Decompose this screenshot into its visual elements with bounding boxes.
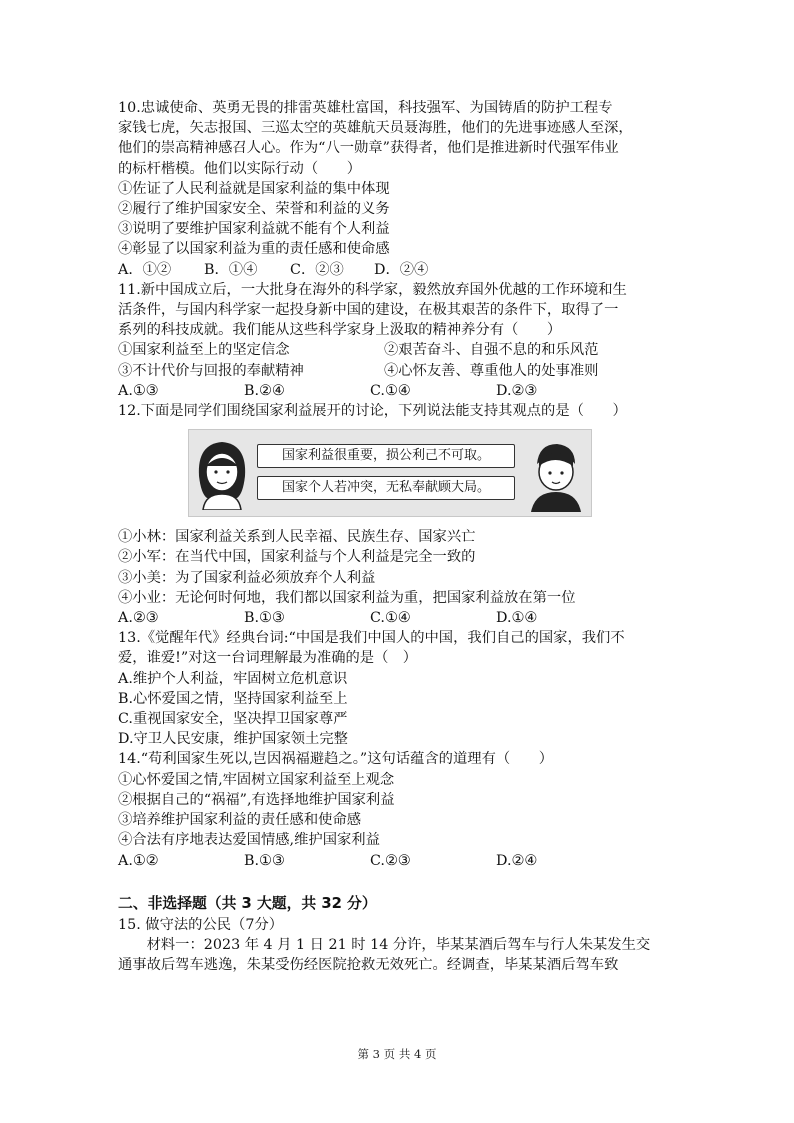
q13-option-a: A.维护个人利益，牢固树立危机意识: [118, 670, 348, 687]
q11-option-c: C.①④: [370, 382, 411, 399]
q12-option-b: B.①③: [244, 610, 285, 627]
q14-item: ②根据自己的“祸福”,有选择地维护国家利益: [118, 791, 395, 808]
q14-option-a: A.①②: [118, 852, 159, 869]
q10-item: ①佐证了人民利益就是国家利益的集中体现: [118, 180, 390, 197]
boy-figure-icon: [525, 438, 585, 512]
speech-bubble-1: 国家利益很重要，损公利己不可取。: [257, 444, 515, 468]
q12-item: ④小业：无论何时何地，我们都以国家利益为重，把国家利益放在第一位: [118, 589, 576, 606]
q10-option-a: A．①②: [118, 261, 172, 278]
q11-items-row: [118, 340, 684, 360]
exam-page: [118, 98, 684, 975]
q11-option-d: D.②③: [496, 382, 538, 399]
q11-options: [118, 381, 684, 401]
q11-option-b: B.②④: [244, 382, 285, 399]
q11-item: ②艰苦奋斗、自强不息的和乐风范: [384, 342, 599, 359]
q12-item: ①小林：国家利益关系到人民幸福、民族生存、国家兴亡: [118, 529, 476, 546]
q10-item: ③说明了要维护国家利益就不能有个人利益: [118, 221, 390, 238]
q11-stem-line: 活条件，与国内科学家一起投身新中国的建设，在极其艰苦的条件下，取得了一: [118, 302, 619, 319]
q12-item: ③小美：为了国家利益必须放弃个人利益: [118, 569, 376, 586]
q10-item: ②履行了维护国家安全、荣誉和利益的义务: [118, 201, 390, 218]
section-heading: 二、非选择题（共 3 大题，共 32 分）: [118, 894, 377, 912]
q14-option-b: B.①③: [244, 852, 285, 869]
q12-item: ②小军：在当代中国，国家利益与个人利益是完全一致的: [118, 549, 476, 566]
girl-figure-icon: [193, 436, 251, 510]
q15-material-line: 材料一：2023 年 4 月 1 日 21 时 14 分许，毕某某酒后驾车与行人朱某发生交: [146, 936, 651, 953]
q11-item: ④心怀友善、尊重他人的处事准则: [384, 362, 599, 379]
q10-option-b: B．①④: [204, 261, 258, 278]
q10-option-c: C．②③: [290, 261, 344, 278]
q10-stem-line: 他们的崇高精神感召人心。作为“八一勋章”获得者，他们是推进新时代强军伟业: [118, 140, 619, 157]
q14-options: [118, 851, 684, 871]
question-14: [118, 749, 684, 870]
q13-option-d: D.守卫人民安康，维护国家领土完整: [118, 731, 348, 748]
q14-item: ④合法有序地表达爱国情感,维护国家利益: [118, 832, 380, 849]
question-11: [118, 280, 684, 401]
q11-stem-line: 11.新中国成立后，一大批身在海外的科学家，毅然放弃国外优越的工作环境和生: [118, 281, 627, 298]
q10-item: ④彰显了以国家利益为重的责任感和使命感: [118, 241, 390, 258]
q13-option-b: B.心怀爱国之情，坚持国家利益至上: [118, 690, 348, 707]
q14-option-c: C.②③: [370, 852, 411, 869]
q12-option-d: D.①④: [496, 610, 538, 627]
q11-item: ①国家利益至上的坚定信念: [118, 342, 290, 359]
page-footer: 第 3 页 共 4 页: [357, 1047, 437, 1061]
q11-option-a: A.①③: [118, 382, 159, 399]
q14-option-d: D.②④: [496, 852, 538, 869]
question-13: [118, 628, 684, 749]
q12-options: [118, 608, 684, 628]
discussion-illustration: [188, 429, 592, 517]
q11-item: ③不计代价与回报的奉献精神: [118, 362, 304, 379]
q14-item: ①心怀爱国之情,牢固树立国家利益至上观念: [118, 771, 395, 788]
q13-stem-line: 爱，谁爱!”对这一台词理解最为准确的是（ ）: [118, 650, 417, 667]
q14-item: ③培养维护国家利益的责任感和使命感: [118, 812, 362, 829]
q14-stem: 14.“苟利国家生死以,岂因祸福避趋之。”这句话蕴含的道理有（ ）: [118, 751, 554, 768]
q12-stem: 12.下面是同学们围绕国家利益展开的讨论，下列说法能支持其观点的是（ ）: [118, 403, 627, 420]
q12-option-c: C.①④: [370, 610, 411, 627]
q10-options: [118, 260, 684, 280]
q13-option-c: C.重视国家安全，坚决捍卫国家尊严: [118, 711, 348, 728]
q10-option-d: D．②④: [374, 261, 429, 278]
q10-stem-line: 10.忠诚使命、英勇无畏的排雷英雄杜富国，科技强军、为国铸盾的防护工程专: [118, 100, 613, 116]
q15-title: 15. 做守法的公民（7分）: [118, 916, 284, 933]
q11-items-row: [118, 361, 684, 381]
q12-option-a: A.②③: [118, 610, 159, 627]
q10-stem-line: 的标杆楷模。他们以实际行动（ ）: [118, 160, 362, 177]
question-12: [118, 401, 684, 628]
speech-bubble-2: 国家个人若冲突，无私奉献顾大局。: [257, 476, 515, 500]
q10-stem-line: 家钱七虎，矢志报国、三巡太空的英雄航天员聂海胜，他们的先进事迹感人至深，: [118, 120, 633, 137]
q13-stem-line: 13.《觉醒年代》经典台词:“中国是我们中国人的中国，我们自己的国家，我们不: [118, 630, 625, 647]
q15-material-line: 通事故后驾车逃逸，朱某受伤经医院抢救无效死亡。经调查，毕某某酒后驾车致: [118, 957, 619, 974]
question-10: [118, 98, 684, 280]
q11-stem-line: 系列的科技成就。我们能从这些科学家身上汲取的精神养分有（ ）: [118, 322, 562, 339]
